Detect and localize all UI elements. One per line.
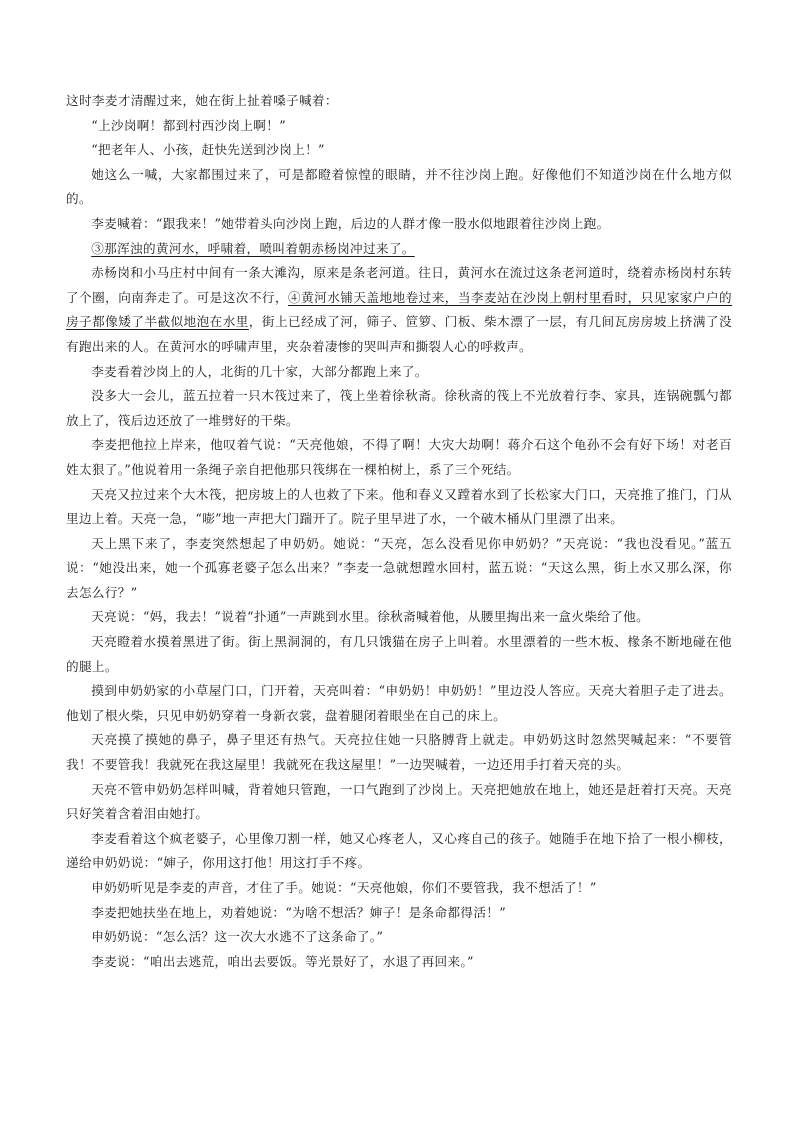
paragraph-4: 她这么一喊，大家都围过来了，可是都瞪着惊惶的眼睛，并不往沙岗上跑。好像他们不知道沙岗在什么地方似的。 [66, 166, 732, 207]
paragraph-18: 李麦看着这个疯老婆子，心里像刀割一样，她又心疼老人，又心疼自己的孩子。她随手在地下拾了一根小柳枝，递给申奶奶说：“婶子，你用这打他！用这打手不疼。 [66, 830, 732, 871]
paragraph-5: 李麦喊着：“跟我来！”她带着头向沙岗上跑，后边的人群才像一股水似地跟着往沙岗上跑。 [91, 215, 610, 231]
underlined-sentence-3: ③那浑浊的黄河水，呼啸着，喷叫着朝赤杨岗冲过来了。 [91, 240, 415, 256]
paragraph-13: 天亮说：“妈，我去！”说着“扑通”一声跳到水里。徐秋斋喊着他，从腰里掏出来一盒火柴给了他。 [91, 609, 650, 625]
paragraph-10: 李麦把他拉上岸来，他叹着气说：“天亮他娘，不得了啊！大灾大劫啊！蒋介石这个龟孙不会有好下场！对老百姓太狠了。”他说着用一条绳子亲自把他那只筏绑在一棵柏树上，系了三个死结。 [66, 437, 732, 477]
paragraph-7 [66, 261, 732, 359]
paragraph-17: 天亮不管申奶奶怎样叫喊，背着她只管跑，一口气跑到了沙岗上。天亮把她放在地上，她还是赶着打天亮。天亮只好笑着含着泪由她打。 [66, 781, 732, 822]
paragraph-21: 申奶奶说：“怎么活？这一次大水逃不了这条命了。” [91, 929, 384, 945]
paragraph-2: “上沙岗啊！都到村西沙岗上啊！” [91, 117, 286, 133]
paragraph-1: 这时李麦才清醒过来，她在街上扯着嗓子喊着： [66, 93, 338, 108]
paragraph-7-part-3: ，街上已经成了河，筛子、笸箩、门板、柴木漂了一层，有几间瓦房房坡上挤满了没有跑出来的人。在黄河水的呼啸声里，夹杂着凄惨的哭叫声和撕裂人心的呼救声。 [66, 314, 732, 354]
paragraph-19: 申奶奶听见是李麦的声音，才住了手。她说：“天亮他娘，你们不要管我，我不想活了！” [91, 880, 597, 895]
paragraph-3: “把老年人、小孩，赶快先送到沙岗上！” [91, 142, 325, 158]
document-body [66, 89, 732, 974]
paragraph-7-part-1: 赤杨岗和小马庄村中间有一条大滩沟，原来是条老河道。往日，黄河水在流过这条老河道时，绕着赤杨岗村东转了个圈，向南奔走了。可是这次不行， [66, 265, 732, 305]
paragraph-8: 李麦看着沙岗上的人，北街的几十家，大部分都跑上来了。 [91, 363, 428, 379]
paragraph-9: 没多大一会儿，蓝五拉着一只木筏过来了，筏上坐着徐秋斋。徐秋斋的筏上不光放着行李、家具，连锅碗瓢勺都放上了，筏后边还放了一堆劈好的干柴。 [66, 388, 732, 428]
paragraph-14: 天亮瞪着水摸着黑进了街。街上黑洞洞的，有几只饿猫在房子上叫着。水里漂着的一些木板、椽条不断地碰在他的腿上。 [66, 634, 732, 674]
paragraph-16: 天亮摸了摸她的鼻子，鼻子里还有热气。天亮拉住她一只胳膊背上就走。申奶奶这时忽然哭喊起来：“不要管我！不要管我！我就死在我这屋里！我就死在我这屋里！”一边哭喊着，一边还用手打着天亮的头。 [66, 732, 732, 773]
paragraph-6-underlined-sentence-3 [66, 237, 732, 262]
paragraph-12: 天上黑下来了，李麦突然想起了申奶奶。她说：“天亮，怎么没看见你申奶奶？”天亮说：“我也没看见。”蓝五说：“她没出来，她一个孤寡老婆子怎么出来？”李麦一急就想蹚水回村，蓝五说：“天这么黑，街上水又那么深，你去怎么行？” [66, 535, 732, 600]
paragraph-11: 天亮又拉过来个大木筏，把房坡上的人也救了下来。他和春义又蹚着水到了长松家大门口，天亮推了推门，门从里边上着。天亮一急，“嘭”地一声把大门踹开了。院子里早进了水，一个破木桶从门里漂了出来。 [66, 486, 732, 527]
paragraph-22: 李麦说：“咱出去逃荒，咱出去要饭。等光景好了，水退了再回来。” [91, 953, 474, 969]
paragraph-20: 李麦把她扶坐在地上，劝着她说：“为啥不想活？婶子！是条命都得活！” [91, 904, 507, 920]
paragraph-15: 摸到申奶奶家的小草屋门口，门开着，天亮叫着：“申奶奶！申奶奶！”里边没人答应。天亮大着胆子走了进去。他划了根火柴，只见申奶奶穿着一身新衣裳，盘着腿闭着眼坐在自己的床上。 [66, 683, 732, 723]
underlined-sentence-4: ④黄河水铺天盖地地卷过来，当李麦站在沙岗上朝村里看时，只见家家户户的房子都像矮了半截似地泡在水里 [66, 289, 733, 330]
